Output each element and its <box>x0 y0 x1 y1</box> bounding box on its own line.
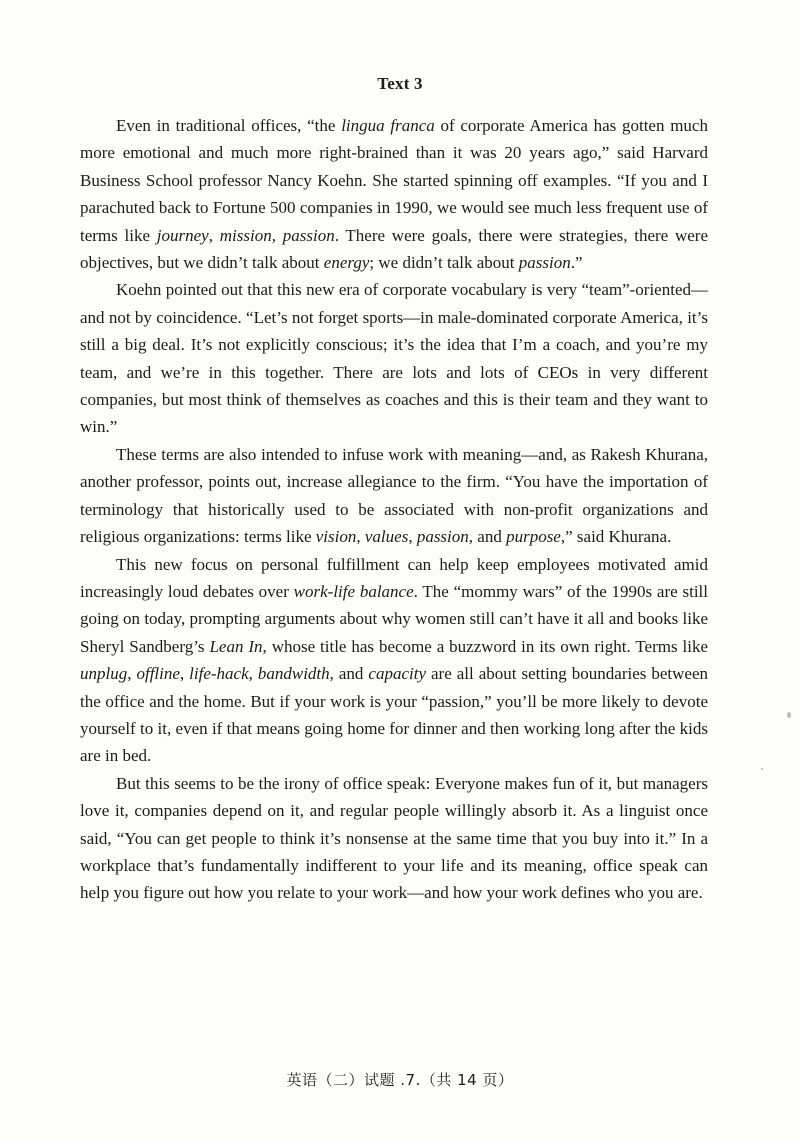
text-run: , <box>356 527 365 547</box>
italic-term: lingua franca <box>341 116 435 135</box>
italic-term: passion <box>416 527 469 547</box>
paragraph-5 <box>80 770 708 907</box>
paragraph-3 <box>80 441 708 551</box>
paragraph-4 <box>80 551 708 770</box>
italic-term: mission <box>219 225 272 245</box>
text-run: . The “mommy wars” of the 1990s are still going on today, prompting arguments about why women still can’t have it all and books like Sheryl Sandberg’s <box>80 581 708 656</box>
page-footer: 英语（二）试题 .7.（共 14 页） <box>286 1071 514 1089</box>
italic-term: offline <box>136 664 180 684</box>
italic-term: capacity <box>368 664 427 684</box>
italic-term: work-life balance <box>293 581 414 601</box>
text-run: Koehn pointed out that this new era of corporate vocabulary is very “team”-oriented—and not by coincidence. “Let’s not forget sports—in male-dominated corporate America, it’s still a big deal. It’s not explicitly conscious; it’s the idea that I’m a coach, and you’re my team, and we’re in this together. There are lots and lots of CEOs in very different companies, but most think of themselves as coaches and this is their team and they want to win.” <box>80 280 708 437</box>
italic-term: purpose <box>506 527 561 547</box>
text-run: , and <box>329 664 369 684</box>
text-run: are all about setting boundaries between the office and the home. But if your work is your “passion,” you’ll be more likely to devote yourself to it, even if that means going home for dinner and then working long after the kids are in bed. <box>80 664 708 766</box>
text-run: , <box>271 225 283 245</box>
paragraph-1 <box>80 112 708 276</box>
text-run: These terms are also intended to infuse work with meaning—and, as Rakesh Khurana, another professor, points out, increase allegiance to the firm. “You have the importation of terminology that historically used to be associated with non-profit organizations and religious organizations: terms like <box>80 444 708 547</box>
italic-term: journey <box>156 225 209 245</box>
text-run: But this seems to be the irony of office speak: Everyone makes fun of it, but managers love it, companies depend on it, and regular people willingly absorb it. As a linguist once said, “You can get people to think it’s nonsense at the same time that you buy into it.” In a workplace that’s fundamentally indifferent to your life and its meaning, office speak can help you figure out how you relate to your work—and how your work defines who you are. <box>80 773 708 903</box>
text-run: . There were goals, there were strategies, there were objectives, but we didn’t talk about <box>80 225 709 273</box>
text-run: ,” said Khurana. <box>560 527 672 547</box>
italic-term: energy <box>323 253 370 273</box>
text-run: , <box>248 664 258 684</box>
text-run: of corporate America has gotten much more emotional and much more right-brained than it was 20 years ago,” said Harvard Business School professor Nancy Koehn. She started spinning off examples. “If you and I parachuted back to Fortune 500 companies in 1990, we would see much less frequent use of terms like <box>80 116 708 245</box>
paragraph-2 <box>80 276 708 440</box>
text-run: , <box>179 664 190 684</box>
italic-term: bandwidth <box>257 664 330 684</box>
text-run: , <box>208 225 220 245</box>
text-run: , and <box>468 527 507 547</box>
italic-term: unplug <box>80 664 128 684</box>
scan-speck <box>761 768 763 770</box>
italic-term: passion <box>518 253 571 273</box>
italic-term: passion <box>282 225 335 245</box>
scan-speck <box>787 712 791 718</box>
text-run: , whose title has become a buzzword in its own right. Terms like <box>262 636 708 656</box>
text-run: .” <box>570 253 583 273</box>
italic-term: life-hack <box>189 664 249 684</box>
passage-title: Text 3 <box>377 74 423 93</box>
italic-term: Lean In <box>209 636 263 656</box>
text-run: ; we didn’t talk about <box>369 253 519 273</box>
text-run: , <box>408 527 417 547</box>
text-run: Even in traditional offices, “the <box>116 116 342 135</box>
text-run: This new focus on personal fulfillment can help keep employees motivated amid increasingly loud debates over <box>80 554 708 601</box>
passage-body <box>80 112 708 907</box>
text-run: , <box>127 664 137 684</box>
italic-term: vision <box>315 527 357 547</box>
italic-term: values <box>364 527 409 547</box>
